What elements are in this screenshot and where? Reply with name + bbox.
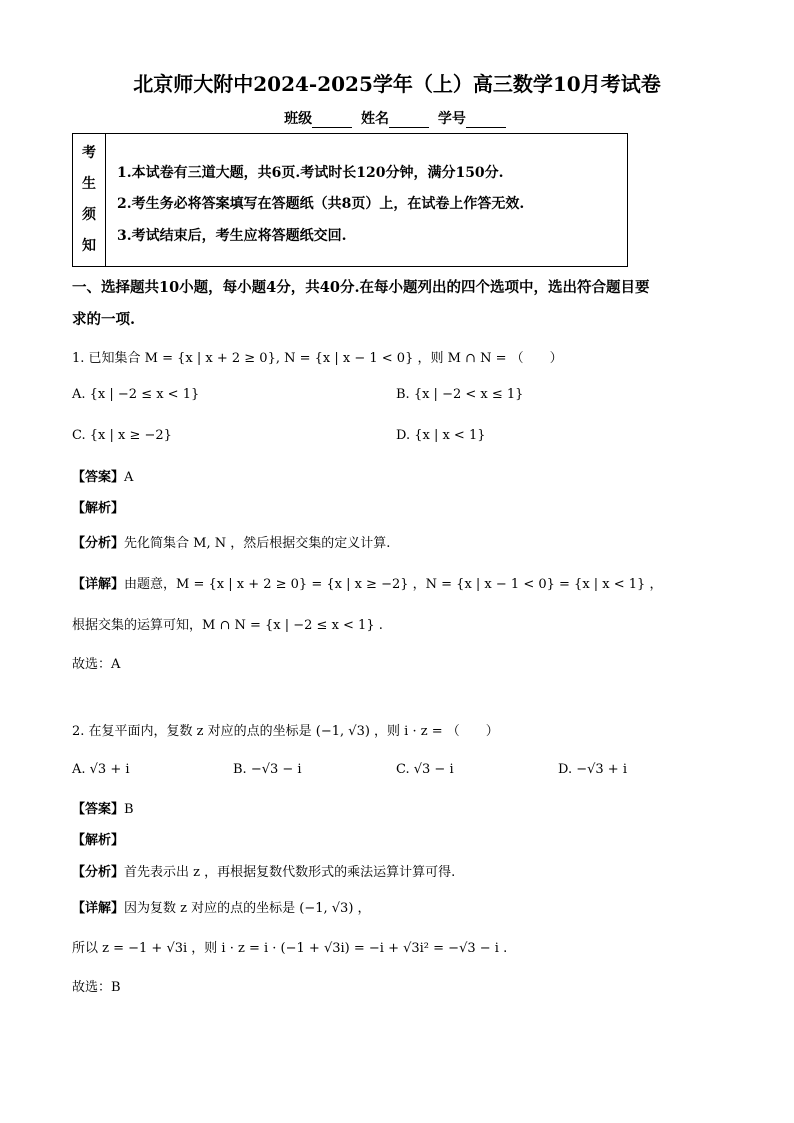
question-2-stem: 2. 在复平面内，复数 z 对应的点的坐标是 (−1, √3) ，则 i · z = （ ） — [72, 724, 499, 739]
q1-option-c: C. {x | x ≥ −2} — [72, 428, 172, 443]
q1-option-d: D. {x | x < 1} — [396, 428, 486, 443]
answer-value: B — [124, 802, 134, 817]
name-label: 姓名 — [361, 111, 389, 127]
answer-value: A — [124, 470, 134, 485]
q2-fenxi — [72, 861, 455, 880]
notice-item: 3.考试结束后，考生应将答题纸交回. — [117, 228, 347, 244]
name-blank — [389, 113, 429, 128]
question-1-stem: 1. 已知集合 M = {x | x + 2 ≥ 0}, N = {x | x − 1 < 0} ，则 M ∩ N = （ ） — [72, 351, 563, 366]
notice-label-char: 知 — [82, 238, 96, 254]
section-heading: 一、选择题共10小题，每小题4分，共40分.在每小题列出的四个选项中，选出符合题目要 — [72, 279, 650, 296]
id-blank — [466, 113, 506, 128]
answer-label: 【答案】 — [72, 470, 125, 485]
notice-label-char: 生 — [82, 176, 96, 192]
exam-notice-box — [72, 133, 628, 267]
q1-option-a: A. {x | −2 ≤ x < 1} — [72, 387, 200, 402]
class-label: 班级 — [284, 111, 313, 127]
student-info-line — [0, 108, 794, 128]
class-blank — [312, 113, 352, 128]
q1-option-b: B. {x | −2 < x ≤ 1} — [396, 387, 524, 402]
q2-answer — [72, 798, 134, 817]
q2-detail-cont: 所以 z = −1 + √3i ，则 i · z = i · (−1 + √3i) = −i + √3i² = −√3 − i . — [72, 941, 508, 956]
q2-option-a: A. √3 + i — [72, 762, 130, 777]
q2-option-d: D. −√3 + i — [558, 762, 627, 777]
q2-detail — [72, 897, 371, 916]
notice-item: 2.考生务必将答案填写在答题纸（共8页）上，在试卷上作答无效. — [117, 196, 525, 212]
notice-item: 1.本试卷有三道大题，共6页.考试时长120分钟，满分150分. — [117, 165, 504, 181]
detail-label: 【详解】 — [72, 577, 125, 592]
fenxi-text: 首先表示出 z ，再根据复数代数形式的乘法运算计算可得. — [124, 865, 456, 880]
q1-fenxi — [72, 532, 390, 551]
detail-text: 因为复数 z 对应的点的坐标是 (−1, √3) ， — [124, 901, 371, 916]
q2-option-c: C. √3 − i — [396, 762, 454, 777]
q1-detail-cont: 根据交集的运算可知，M ∩ N = {x | −2 ≤ x < 1} . — [72, 618, 383, 633]
notice-label-char: 考 — [82, 145, 96, 161]
q1-choose: 故选：A — [72, 657, 121, 672]
fenxi-text: 先化简集合 M, N ，然后根据交集的定义计算. — [124, 536, 391, 551]
answer-label: 【答案】 — [72, 802, 125, 817]
detail-text: 由题意，M = {x | x + 2 ≥ 0} = {x | x ≥ −2} ，N = {x | x − 1 < 0} = {x | x < 1} ， — [124, 577, 663, 592]
fenxi-label: 【分析】 — [72, 536, 125, 551]
notice-label — [73, 134, 106, 266]
q2-choose: 故选：B — [72, 980, 121, 995]
fenxi-label: 【分析】 — [72, 865, 125, 880]
page-title: 北京师大附中2024-2025学年（上）高三数学10月考试卷 — [133, 72, 661, 96]
q2-analysis-label: 【解析】 — [72, 833, 125, 848]
q1-detail — [72, 573, 662, 592]
detail-label: 【详解】 — [72, 901, 125, 916]
q2-option-b: B. −√3 − i — [233, 762, 302, 777]
section-heading-cont: 求的一项. — [72, 311, 136, 328]
notice-label-char: 须 — [82, 207, 96, 223]
id-label: 学号 — [437, 111, 466, 127]
q1-analysis-label: 【解析】 — [72, 501, 125, 516]
q1-answer — [72, 466, 133, 485]
